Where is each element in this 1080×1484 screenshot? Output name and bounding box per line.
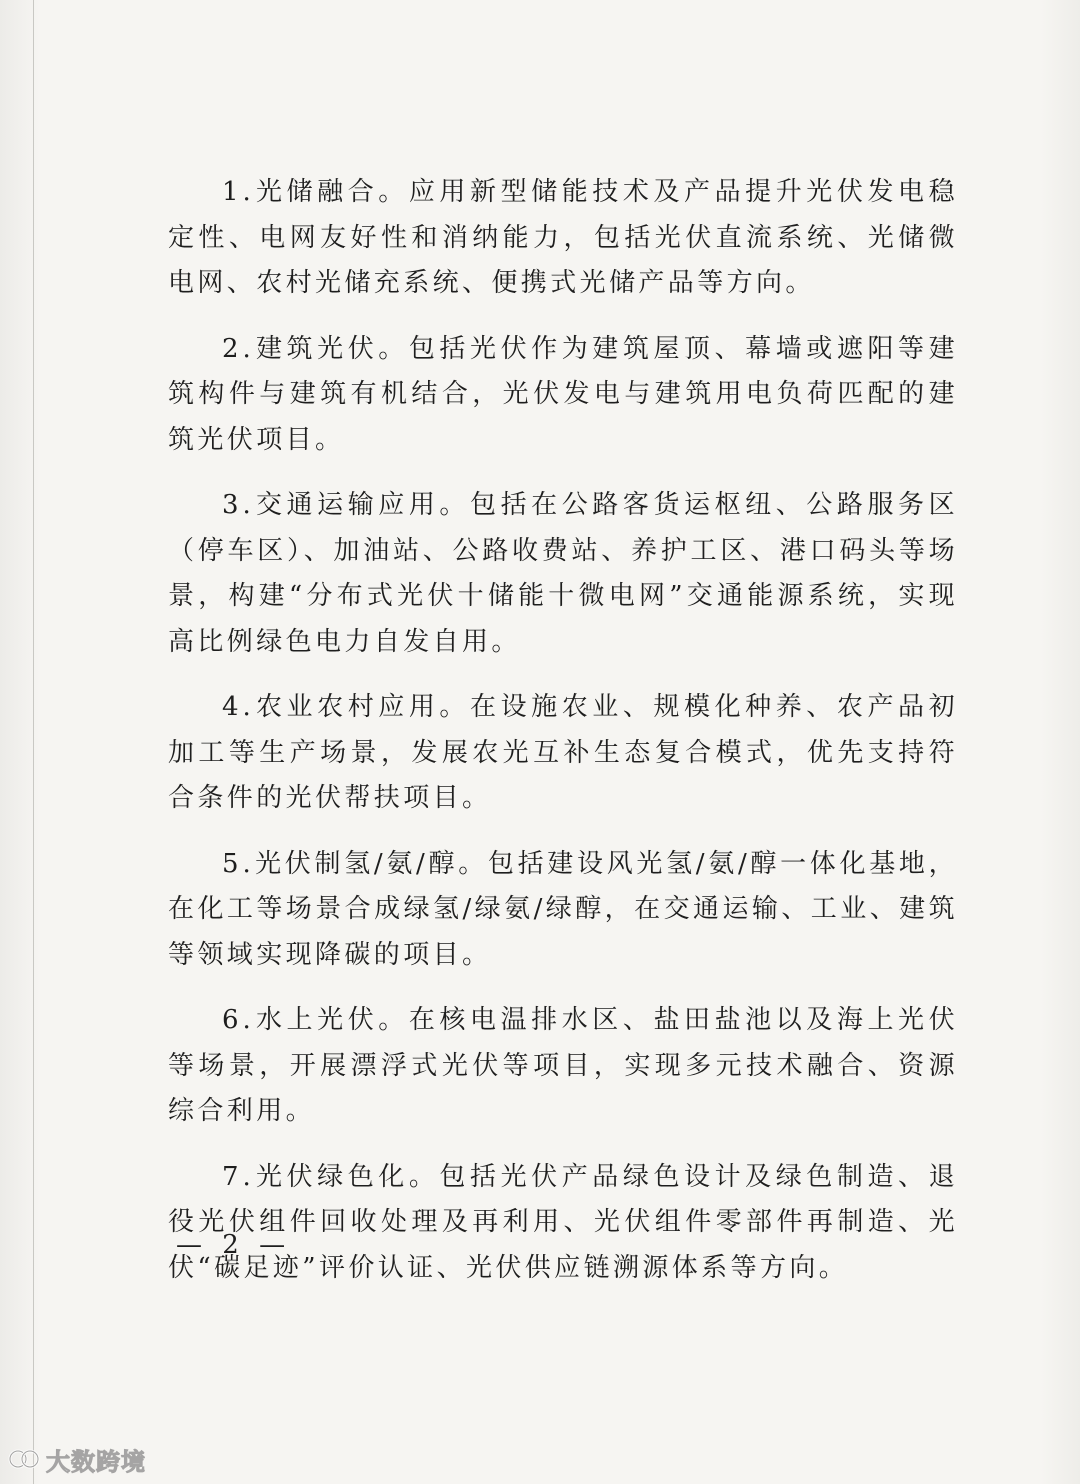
paragraph-text: 光伏绿色化。包括光伏产品绿色设计及绿色制造、退役光伏组件回收处理及再利用、光伏组件零部件再制造、光伏“碳足迹”评价认证、光伏供应链溯源体系等方向。 — [168, 1161, 958, 1283]
watermark-logo-icon — [8, 1445, 40, 1473]
paragraph-number: 2. — [222, 333, 255, 364]
paragraph-3 — [168, 483, 958, 665]
page-edge-line — [33, 0, 34, 1484]
paragraph-4 — [168, 685, 958, 822]
paragraph-text: 农业农村应用。在设施农业、规模化种养、农产品初加工等生产场景，发展农光互补生态复合模式，优先支持符合条件的光伏帮扶项目。 — [168, 692, 958, 813]
paragraph-text: 光储融合。应用新型储能技术及产品提升光伏发电稳定性、电网友好性和消纳能力，包括光伏直流系统、光储微电网、农村光储充系统、便携式光储产品等方向。 — [168, 177, 958, 298]
paragraph-text: 光伏制氢/氨/醇。包括建设风光氢/氨/醇一体化基地，在化工等场景合成绿氢/绿氨/绿醇，在交通运输、工业、建筑等领域实现降碳的项目。 — [168, 848, 958, 970]
paragraph-1 — [168, 170, 958, 307]
paragraph-number: 7. — [222, 1161, 255, 1192]
paragraph-text: 交通运输应用。包括在公路客货运枢纽、公路服务区（停车区）、加油站、公路收费站、养护工区、港口码头等场景，构建“分布式光伏十储能十微电网”交通能源系统，实现高比例绿色电力自发自用。 — [168, 490, 958, 657]
paragraph-number: 6. — [222, 1005, 255, 1035]
paragraph-text: 水上光伏。在核电温排水区、盐田盐池以及海上光伏等场景，开展漂浮式光伏等项目，实现多元技术融合、资源综合利用。 — [168, 1005, 958, 1126]
paragraph-number: 4. — [222, 692, 255, 722]
paragraph-number: 1. — [222, 177, 255, 207]
document-body — [168, 170, 958, 1291]
paragraph-number: 3. — [222, 490, 255, 520]
paragraph-6 — [168, 998, 958, 1135]
paragraph-2 — [168, 327, 958, 464]
paragraph-number: 5. — [222, 848, 255, 879]
watermark — [8, 1442, 146, 1476]
paragraph-7 — [168, 1155, 958, 1292]
page-number: — 2 — — [176, 1230, 292, 1260]
paragraph-text: 建筑光伏。包括光伏作为建筑屋顶、幕墙或遮阳等建筑构件与建筑有机结合，光伏发电与建筑用电负荷匹配的建筑光伏项目。 — [168, 333, 958, 455]
paragraph-5 — [168, 842, 958, 979]
watermark-text: 大数跨境 — [46, 1447, 146, 1476]
